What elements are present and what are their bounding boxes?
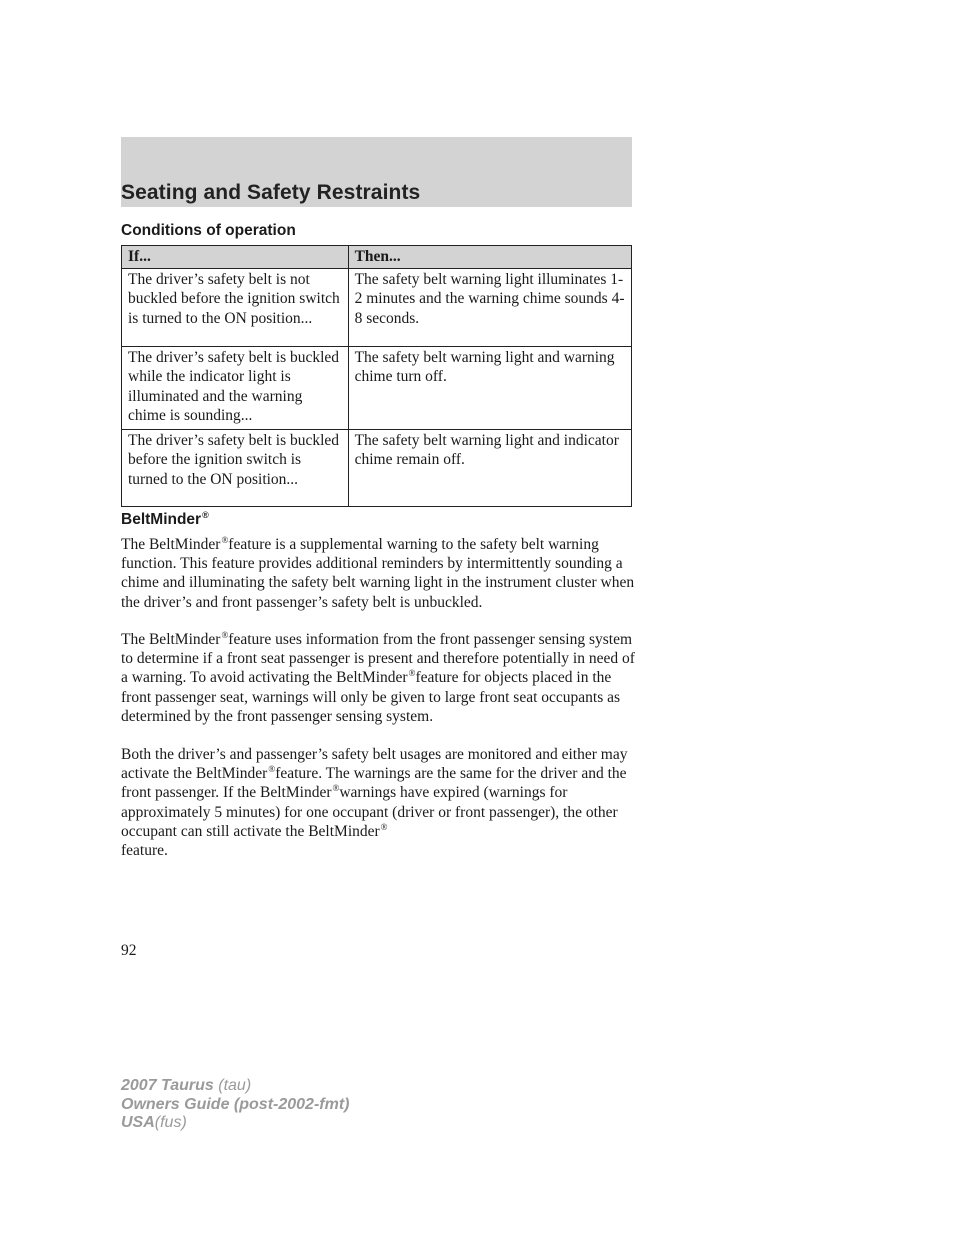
registered-mark: ® — [221, 534, 229, 545]
paragraph-text: The BeltMinder — [121, 631, 221, 648]
table-cell-if: The driver’s safety belt is buckled before the ignition switch is turned to the ON position... — [122, 429, 349, 506]
header-band — [121, 137, 632, 207]
page-section-title: Seating and Safety Restraints — [121, 181, 421, 204]
footer-model-code: (tau) — [218, 1077, 252, 1094]
registered-mark: ® — [202, 509, 209, 520]
beltminder-heading — [121, 511, 209, 529]
table-cell-if: The driver’s safety belt is buckled while the indicator light is illuminated and the warning chime is sounding... — [122, 346, 349, 429]
page-number: 92 — [121, 942, 137, 959]
table-cell-then: The safety belt warning light illuminates 1-2 minutes and the warning chime sounds 4-8 seconds. — [348, 268, 631, 346]
paragraph-text: The BeltMinder — [121, 536, 221, 553]
table-row — [122, 346, 632, 429]
table-cell-if: The driver’s safety belt is not buckled before the ignition switch is turned to the ON position... — [122, 268, 349, 346]
registered-mark: ® — [332, 783, 340, 794]
column-header-if: If... — [122, 246, 349, 269]
paragraph-text: feature is a supplemental warning to the safety belt warning function. This feature provides additional reminders by intermittently sounding a chime and illuminating the safety belt warning light in the instrument cluster when the driver’s and front passenger’s safety belt is unbuckled. — [121, 536, 635, 611]
registered-mark: ® — [221, 629, 229, 640]
beltminder-heading-text: BeltMinder — [121, 511, 202, 528]
table-row — [122, 429, 632, 506]
paragraph-text: feature for objects placed in the front passenger seat, warnings will only be given to large front seat occupants as determined by the front passenger sensing system. — [121, 669, 621, 725]
column-header-then: Then... — [348, 246, 631, 269]
beltminder-paragraph-3 — [121, 745, 641, 860]
paragraph-text: warnings have expired (warnings for approximately 5 minutes) for one occupant (driver or front passenger), the other occupant can still activate the BeltMinder — [121, 784, 618, 840]
paragraph-text: feature uses information from the front passenger sensing system to determine if a front seat passenger is present and therefore potentially in need of a warning. To avoid activating the BeltMinder — [121, 631, 635, 687]
paragraph-text: feature. The warnings are the same for the driver and the front passenger. If the BeltMinder — [121, 765, 627, 802]
beltminder-paragraph-2 — [121, 630, 641, 726]
document-footer — [121, 1077, 349, 1133]
table-row — [122, 268, 632, 346]
table-header-row — [122, 246, 632, 269]
registered-mark: ® — [408, 668, 416, 679]
conditions-table — [121, 245, 632, 507]
footer-guide-type: Owners Guide (post-2002-fmt) — [121, 1095, 350, 1113]
footer-model: 2007 Taurus — [121, 1077, 214, 1094]
beltminder-paragraph-1 — [121, 535, 641, 612]
conditions-heading: Conditions of operation — [121, 222, 296, 239]
paragraph-text: Both the driver’s and passenger’s safety belt usages are monitored and either may activate the BeltMinder — [121, 746, 628, 783]
table-cell-then: The safety belt warning light and warning chime turn off. — [348, 346, 631, 429]
table-cell-then: The safety belt warning light and indicator chime remain off. — [348, 429, 631, 506]
footer-market: USA — [121, 1114, 155, 1131]
registered-mark: ® — [380, 821, 388, 832]
paragraph-text: feature. — [121, 842, 168, 860]
registered-mark: ® — [268, 764, 276, 775]
footer-market-code: (fus) — [154, 1114, 187, 1131]
